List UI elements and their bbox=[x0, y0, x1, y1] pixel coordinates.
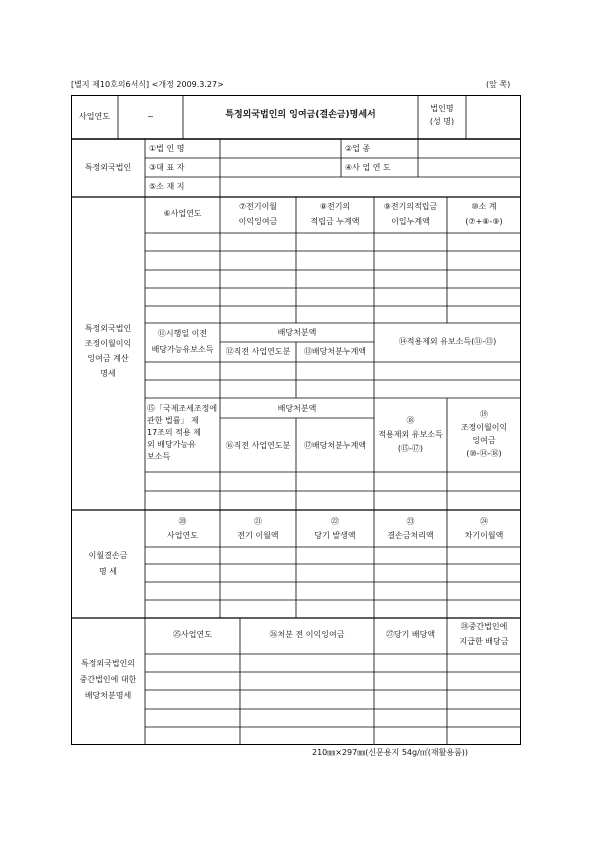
col15-header-line: 보소득 bbox=[147, 452, 171, 461]
col15-header-line: 17조의 적용 제 bbox=[147, 428, 201, 437]
col15-header-line: 관한 법률」 제 bbox=[147, 416, 199, 425]
col13-header: ⑬배당처분누계액 bbox=[303, 347, 367, 356]
col11-header-line2: 배당가능유보소득 bbox=[151, 345, 214, 354]
col11-header-line1: ⑪시행일 이전 bbox=[157, 329, 208, 338]
col20-header bbox=[145, 515, 220, 543]
col18-header bbox=[374, 414, 447, 456]
business-year-value[interactable]: ~ bbox=[147, 112, 154, 121]
section3-label-line: 명 세 bbox=[99, 567, 117, 576]
form-title: 특정외국법인의 잉여금(결손금)명세서 bbox=[225, 110, 376, 120]
section4-label-line: 중간법인에 대한 bbox=[79, 675, 137, 684]
location-label: ⑤소 재 지 bbox=[149, 182, 185, 191]
section2-label-line: 특정외국법인 bbox=[84, 324, 132, 333]
section2-label-line: 명세 bbox=[100, 369, 116, 378]
corp-name-label: 법인명 bbox=[430, 104, 454, 113]
col20-header-line: 사업연도 bbox=[167, 531, 198, 540]
col7-header-line2: 이익잉여금 bbox=[238, 217, 278, 226]
col10-header-line1: ⑩소 계 bbox=[471, 202, 497, 211]
form-reference: [별지 제10호의6서식] <개정 2009.3.27> bbox=[71, 80, 224, 89]
col21-header-line: 전기 이월액 bbox=[237, 531, 279, 540]
col7-header-line1: ⑦전기이월 bbox=[238, 202, 278, 211]
dividend-disposal-header-2: 배당처분액 bbox=[277, 404, 317, 413]
col10-header-line2: (⑦+⑧-⑨) bbox=[465, 217, 503, 226]
col20-header-line: ⑳ bbox=[178, 517, 187, 526]
col8-header-line2: 적립금 누계액 bbox=[310, 217, 360, 226]
col19-header bbox=[447, 408, 521, 460]
col8-header-line1: ⑧전기의 bbox=[319, 202, 351, 211]
col21-header-line: ㉑ bbox=[254, 517, 262, 526]
col6-header: ⑥사업연도 bbox=[163, 209, 202, 218]
section2-label bbox=[71, 321, 145, 381]
col23-header-line: ㉓ bbox=[406, 517, 415, 526]
corp-name-item-label: ①법 인 명 bbox=[149, 144, 185, 153]
section2-label-line: 잉여금 계산 bbox=[87, 354, 129, 363]
section4-label bbox=[71, 656, 145, 704]
paper-spec: 210㎜×297㎜(신문용지 54g/㎡(재활용품)) bbox=[312, 748, 469, 757]
col25-header: ㉕사업연도 bbox=[173, 630, 212, 639]
section4-label-line: 특정외국법인의 bbox=[80, 659, 136, 668]
section4-label-line: 배당처분명세 bbox=[84, 691, 132, 700]
page-side-label: (앞 쪽) bbox=[486, 80, 511, 89]
col23-header-line: 결손금처리액 bbox=[387, 531, 434, 540]
col12-header: ⑫직전 사업연도분 bbox=[225, 347, 291, 356]
col28-header-line2: 지급한 배당금 bbox=[459, 637, 509, 646]
col14-header: ⑭적용제외 유보소득(⑪-⑬) bbox=[398, 337, 497, 346]
col28-header-line1: ㉘중간법인에 bbox=[460, 622, 508, 631]
business-year-item-label: ④사 업 연 도 bbox=[345, 163, 391, 172]
col15-header-line: 외 배당가능유 bbox=[147, 440, 196, 449]
col22-header-line: 당기 발생액 bbox=[314, 531, 356, 540]
col16-header: ⑯직전 사업연도분 bbox=[225, 441, 291, 450]
col22-header-line: ㉒ bbox=[331, 517, 339, 526]
section1-label: 특정외국법인 bbox=[84, 163, 132, 172]
corp-name-sublabel: (성 명) bbox=[429, 117, 455, 126]
col21-header bbox=[220, 515, 296, 543]
col18-header-line: ⑱ bbox=[406, 416, 415, 425]
col26-header: ㉖처분 전 이익잉여금 bbox=[269, 630, 345, 639]
section3-label-line: 이월결손금 bbox=[88, 551, 128, 560]
corp-name-field[interactable] bbox=[466, 96, 520, 138]
col23-header bbox=[374, 515, 447, 543]
col9-header-line1: ⑨전기의적립금 bbox=[383, 202, 438, 211]
col18-header-line: 적용제외 유보소득 bbox=[378, 430, 443, 439]
col9-header-line2: 이입누계액 bbox=[391, 217, 430, 226]
col24-header-line: ㉔ bbox=[480, 517, 488, 526]
col19-header-line: ⑲ bbox=[480, 410, 488, 419]
col19-header-line: (⑩-⑭-⑱) bbox=[466, 449, 502, 458]
industry-label: ②업 종 bbox=[345, 144, 371, 153]
col18-header-line: (⑮-⑰) bbox=[397, 444, 424, 453]
section2-label-line: 조정이월이익 bbox=[84, 339, 132, 348]
section3-label bbox=[71, 548, 145, 580]
col15-header-line: ⑮「국제조세조정에 bbox=[147, 404, 218, 413]
col19-header-line: 잉여금 bbox=[472, 436, 496, 445]
col17-header: ⑰배당처분누계액 bbox=[303, 441, 367, 450]
dividend-disposal-header: 배당처분액 bbox=[277, 328, 317, 337]
col24-header-line: 차기이월액 bbox=[464, 531, 504, 540]
business-year-label: 사업연도 bbox=[79, 112, 110, 121]
col27-header: ㉗당기 배당액 bbox=[385, 630, 436, 639]
col15-header bbox=[147, 403, 219, 463]
col22-header bbox=[296, 515, 374, 543]
col19-header-line: 조정이월이익 bbox=[460, 423, 508, 432]
representative-label: ③대 표 자 bbox=[149, 163, 185, 172]
col24-header bbox=[447, 515, 521, 543]
